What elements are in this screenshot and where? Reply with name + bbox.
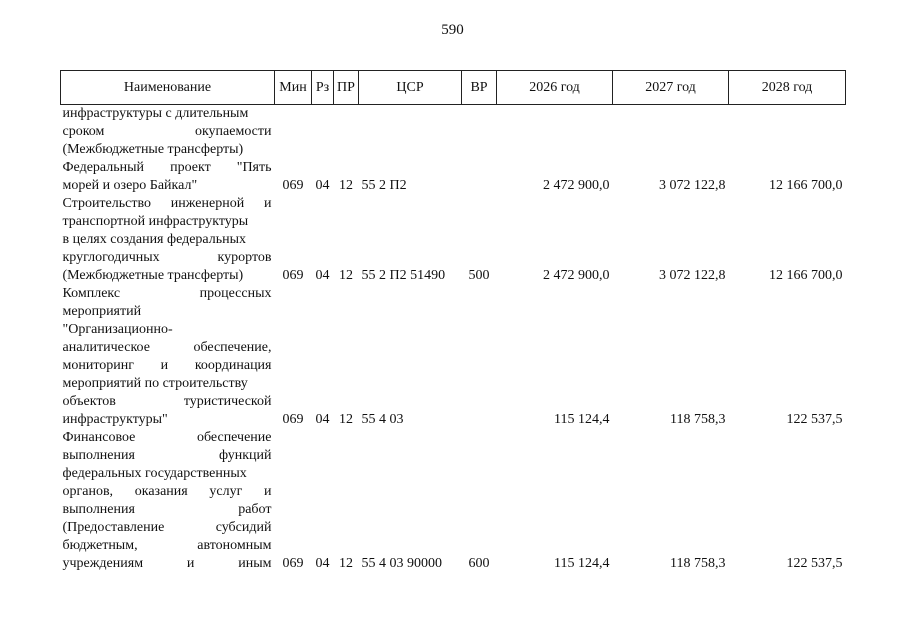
- table-row: [61, 105, 846, 160]
- rz-cell: 04: [315, 178, 330, 193]
- row-name-cell: [61, 159, 275, 195]
- rz-cell: 04: [315, 556, 330, 571]
- name-line: (Межбюджетные трансферты): [62, 268, 244, 283]
- table-row: [61, 429, 846, 573]
- value-2026-cell: 2 472 900,0: [543, 178, 610, 193]
- vr-cell: 500: [468, 268, 490, 283]
- value-2026-cell: 2 472 900,0: [543, 268, 610, 283]
- name-line: транспортной инфраструктуры: [62, 214, 249, 229]
- name-line: Комплекс процессных: [62, 286, 272, 301]
- rz-cell: [312, 105, 334, 160]
- row-name-cell: [61, 285, 275, 429]
- column-header-vr: ВР: [462, 71, 497, 105]
- table-row: [61, 159, 846, 195]
- csr-cell: 55 2 П2: [361, 178, 407, 193]
- csr-cell: 55 4 03: [361, 412, 404, 427]
- budget-table: [60, 70, 846, 573]
- name-line: сроком окупаемости: [62, 124, 272, 139]
- pr-cell: 12: [339, 412, 353, 427]
- value-2028-cell: 12 166 700,0: [769, 178, 843, 193]
- vr-cell: [462, 285, 497, 429]
- name-line: Федеральный проект "Пять: [62, 160, 272, 175]
- value-2026-cell: 115 124,4: [554, 412, 610, 427]
- name-line: "Организационно-: [62, 322, 173, 337]
- pr-cell: 12: [339, 268, 353, 283]
- min-cell: 069: [282, 268, 304, 283]
- row-name-cell: [61, 105, 275, 160]
- name-line: органов, оказания услуг и: [62, 484, 272, 499]
- pr-cell: [334, 105, 359, 160]
- pr-cell: 12: [339, 556, 353, 571]
- column-header-2027: 2027 год: [613, 71, 729, 105]
- name-line: аналитическое обеспечение,: [62, 340, 272, 355]
- name-line: мероприятий: [62, 304, 142, 319]
- name-line: Строительство инженерной и: [62, 196, 272, 211]
- vr-cell: [462, 159, 497, 195]
- column-header-name: Наименование: [61, 71, 275, 105]
- value-2028-cell: 122 537,5: [786, 412, 843, 427]
- name-line: мониторинг и координация: [62, 358, 272, 373]
- value-2026-cell: 115 124,4: [554, 556, 610, 571]
- csr-cell: 55 4 03 90000: [361, 556, 442, 571]
- column-header-min: Мин: [275, 71, 312, 105]
- name-line: Финансовое обеспечение: [62, 430, 272, 445]
- name-line: круглогодичных курортов: [62, 250, 272, 265]
- min-cell: 069: [282, 556, 304, 571]
- table-row: [61, 285, 846, 429]
- name-line: учреждениям и иным: [62, 556, 272, 571]
- pr-cell: 12: [339, 178, 353, 193]
- value-2027-cell: 3 072 122,8: [659, 268, 726, 283]
- value-2028-cell: 12 166 700,0: [769, 268, 843, 283]
- column-header-csr: ЦСР: [359, 71, 462, 105]
- name-line: (Межбюджетные трансферты): [62, 142, 244, 157]
- rz-cell: 04: [315, 412, 330, 427]
- csr-cell: [359, 105, 462, 160]
- vr-cell: 600: [468, 556, 490, 571]
- name-line: бюджетным, автономным: [62, 538, 272, 553]
- value-2028-cell: [729, 105, 846, 160]
- row-name-cell: [61, 195, 275, 285]
- table-header-row: [61, 71, 846, 105]
- name-line: (Предоставление субсидий: [62, 520, 272, 535]
- table-row: [61, 195, 846, 285]
- rz-cell: 04: [315, 268, 330, 283]
- row-name-cell: [61, 429, 275, 573]
- column-header-pr: ПР: [334, 71, 359, 105]
- vr-cell: [462, 105, 497, 160]
- value-2027-cell: 118 758,3: [670, 556, 726, 571]
- name-line: федеральных государственных: [62, 466, 247, 481]
- name-line: выполнения функций: [62, 448, 272, 463]
- min-cell: 069: [282, 412, 304, 427]
- name-line: инфраструктуры с длительным: [62, 106, 249, 121]
- column-header-2028: 2028 год: [729, 71, 846, 105]
- min-cell: [275, 105, 312, 160]
- name-line: морей и озеро Байкал": [62, 178, 198, 193]
- column-header-2026: 2026 год: [497, 71, 613, 105]
- name-line: инфраструктуры": [62, 412, 168, 427]
- value-2028-cell: 122 537,5: [786, 556, 843, 571]
- value-2027-cell: [613, 105, 729, 160]
- name-line: объектов туристической: [62, 394, 272, 409]
- value-2026-cell: [497, 105, 613, 160]
- min-cell: 069: [282, 178, 304, 193]
- csr-cell: 55 2 П2 51490: [361, 268, 446, 283]
- name-line: мероприятий по строительству: [62, 376, 248, 391]
- column-header-rz: Рз: [312, 71, 334, 105]
- value-2027-cell: 3 072 122,8: [659, 178, 726, 193]
- name-line: выполнения работ: [62, 502, 272, 517]
- name-line: в целях создания федеральных: [62, 232, 247, 247]
- page-number: 590: [441, 22, 464, 38]
- value-2027-cell: 118 758,3: [670, 412, 726, 427]
